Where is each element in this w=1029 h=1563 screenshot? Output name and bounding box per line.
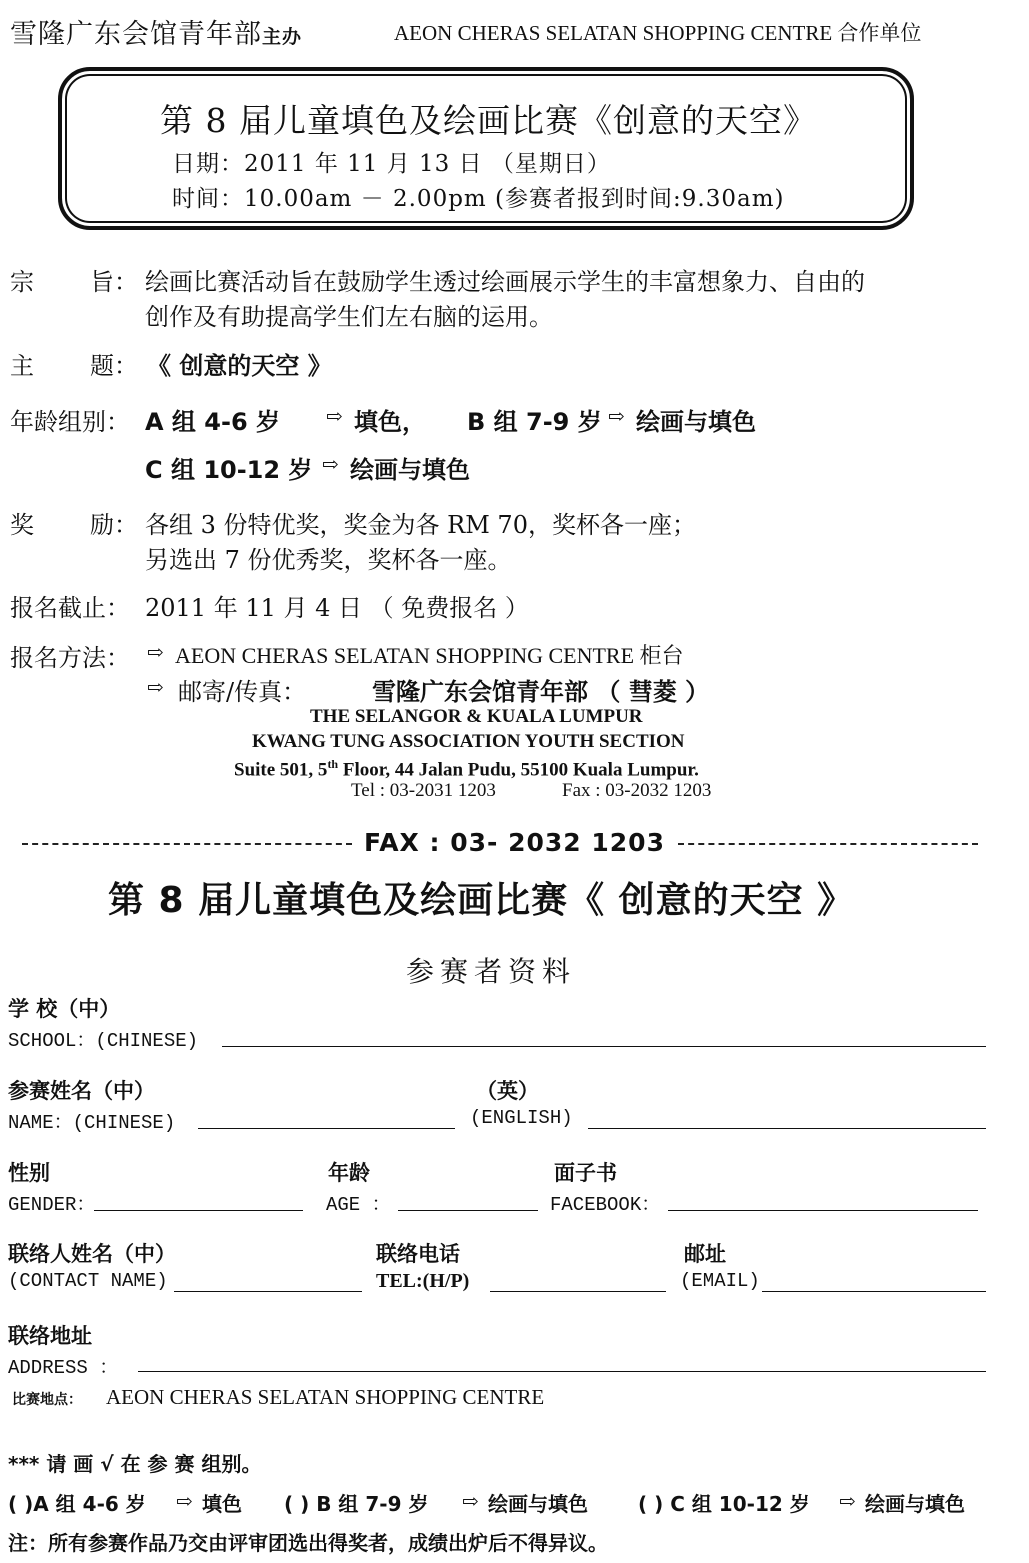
tel-input-line[interactable]	[490, 1291, 666, 1292]
tel-label-zh: 联络电话	[376, 1241, 460, 1266]
gender-label-en: GENDER：	[8, 1194, 96, 1216]
purpose-label-2: 旨：	[90, 268, 138, 296]
email-label-en: (EMAIL)	[680, 1270, 760, 1292]
address-fax: Fax : 03-2032 1203	[562, 780, 712, 801]
final-note: 注：所有参赛作品乃交由评审团选出得奖者，成绩出炉后不得异议。	[8, 1531, 608, 1555]
prize-line-1: 各组 3 份特优奖，奖金为各 RM 70，奖杯各一座；	[145, 511, 696, 539]
age-label-zh: 年龄	[328, 1160, 370, 1185]
address-input-line[interactable]	[138, 1371, 986, 1372]
arrow-right-icon: ⇨	[839, 1489, 856, 1513]
contact-label-en: (CONTACT NAME)	[8, 1270, 168, 1292]
arrow-right-icon: ⇨	[322, 452, 339, 476]
event-time: 时间：10.00am － 2.00pm (参赛者报到时间:9.30am)	[172, 186, 785, 212]
name-english-label-zh: （英）	[476, 1078, 539, 1103]
arrow-right-icon: ⇨	[176, 1489, 193, 1513]
arrow-right-icon: ⇨	[147, 640, 164, 664]
group-c-task: 绘画与填色	[350, 456, 470, 484]
purpose-line-1: 绘画比赛活动旨在鼓励学生透过绘画展示学生的丰富想象力、自由的	[145, 268, 865, 296]
school-input-line[interactable]	[222, 1046, 986, 1047]
dashed-divider-left	[22, 843, 352, 845]
deadline-value: 2011 年 11 月 4 日 （ 免费报名 ）	[145, 594, 529, 622]
name-english-input-line[interactable]	[588, 1128, 986, 1129]
organizer-name: 雪隆广东会馆青年部	[10, 19, 262, 50]
facebook-input-line[interactable]	[668, 1210, 978, 1211]
form-title: 第 8 届儿童填色及绘画比赛《 创意的天空 》	[108, 880, 855, 921]
gender-input-line[interactable]	[94, 1210, 303, 1211]
name-english-label-en: (ENGLISH)	[470, 1107, 573, 1129]
method-label: 报名方法：	[10, 644, 130, 672]
form-subtitle: 参赛者资料	[406, 955, 577, 988]
option-b[interactable]: ( ) B 组 7-9 岁	[284, 1492, 429, 1516]
partner-line: AEON CHERAS SELATAN SHOPPING CENTRE 合作单位	[394, 21, 922, 45]
group-b: B 组 7-9 岁	[467, 408, 602, 436]
arrow-right-icon: ⇨	[608, 404, 625, 428]
address-line-3b: Floor, 44 Jalan Pudu, 55100 Kuala Lumpur.	[338, 759, 699, 781]
venue-label: 比赛地点：	[12, 1392, 82, 1408]
method-2-org: 雪隆广东会馆青年部 （ 彗菱 ）	[372, 678, 710, 706]
tick-instruction: *** 请 画 √ 在 参 赛 组别。	[8, 1452, 262, 1476]
group-a: A 组 4-6 岁	[145, 408, 280, 436]
option-a[interactable]: ( )A 组 4-6 岁	[8, 1492, 146, 1516]
school-label-zh: 学 校（中）	[8, 996, 121, 1021]
option-c-task: 绘画与填色	[865, 1492, 965, 1516]
gender-label-zh: 性别	[8, 1160, 50, 1185]
age-input-line[interactable]	[398, 1210, 538, 1211]
address-tel: Tel : 03-2031 1203	[351, 780, 496, 801]
group-c: C 组 10-12 岁	[145, 456, 313, 484]
arrow-right-icon: ⇨	[462, 1489, 479, 1513]
address-label-en: ADDRESS ：	[8, 1357, 119, 1379]
name-label-en: NAME：(CHINESE)	[8, 1112, 176, 1134]
theme-value: 《 创意的天空 》	[147, 352, 332, 380]
email-input-line[interactable]	[762, 1291, 986, 1292]
address-line-3-sup: th	[327, 757, 339, 771]
option-b-task: 绘画与填色	[488, 1492, 588, 1516]
facebook-label-zh: 面子书	[554, 1160, 617, 1185]
deadline-label: 报名截止：	[10, 594, 130, 622]
organizer-line	[10, 12, 302, 51]
venue-value: AEON CHERAS SELATAN SHOPPING CENTRE	[106, 1385, 545, 1409]
organizer-suffix: 主办	[262, 26, 303, 48]
theme-label-2: 题：	[90, 352, 138, 380]
facebook-label-en: FACEBOOK：	[550, 1194, 661, 1216]
prize-label-2: 励：	[90, 511, 138, 539]
dashed-divider-right	[678, 843, 978, 845]
fax-number-heading: FAX : 03- 2032 1203	[364, 828, 665, 857]
group-a-task: 填色，	[354, 408, 426, 436]
event-title: 第 8 届儿童填色及绘画比赛《创意的天空》	[160, 101, 817, 140]
contact-name-input-line[interactable]	[174, 1291, 362, 1292]
age-group-label: 年龄组别：	[10, 408, 130, 436]
address-line-2: KWANG TUNG ASSOCIATION YOUTH SECTION	[252, 731, 685, 752]
purpose-line-2: 创作及有助提高学生们左右脑的运用。	[145, 303, 553, 331]
school-label-en: SCHOOL：(CHINESE)	[8, 1030, 199, 1052]
arrow-right-icon: ⇨	[326, 404, 343, 428]
arrow-right-icon: ⇨	[147, 675, 164, 699]
email-label-zh: 邮址	[684, 1241, 726, 1266]
option-a-task: 填色	[202, 1492, 242, 1516]
prize-label-1: 奖	[10, 511, 34, 539]
tel-label-en: TEL:(H/P)	[376, 1270, 470, 1292]
option-c[interactable]: ( ) C 组 10-12 岁	[638, 1492, 810, 1516]
event-date: 日期：2011 年 11 月 13 日 （星期日）	[172, 151, 611, 177]
prize-line-2: 另选出 7 份优秀奖，奖杯各一座。	[145, 546, 512, 574]
contact-label-zh: 联络人姓名（中）	[8, 1241, 176, 1266]
address-line-1: THE SELANGOR & KUALA LUMPUR	[310, 706, 643, 727]
method-1: AEON CHERAS SELATAN SHOPPING CENTRE 柜台	[175, 643, 684, 668]
address-label-zh: 联络地址	[8, 1323, 92, 1348]
method-2-prefix: 邮寄/传真：	[178, 678, 307, 706]
group-b-task: 绘画与填色	[636, 408, 756, 436]
address-line-3	[234, 757, 699, 781]
theme-label-1: 主	[10, 352, 34, 380]
name-label-zh: 参赛姓名（中）	[8, 1078, 155, 1103]
purpose-label-1: 宗	[10, 268, 34, 296]
age-label-en: AGE ：	[326, 1194, 391, 1216]
address-line-3a: Suite 501, 5	[234, 759, 328, 781]
name-chinese-input-line[interactable]	[198, 1128, 455, 1129]
